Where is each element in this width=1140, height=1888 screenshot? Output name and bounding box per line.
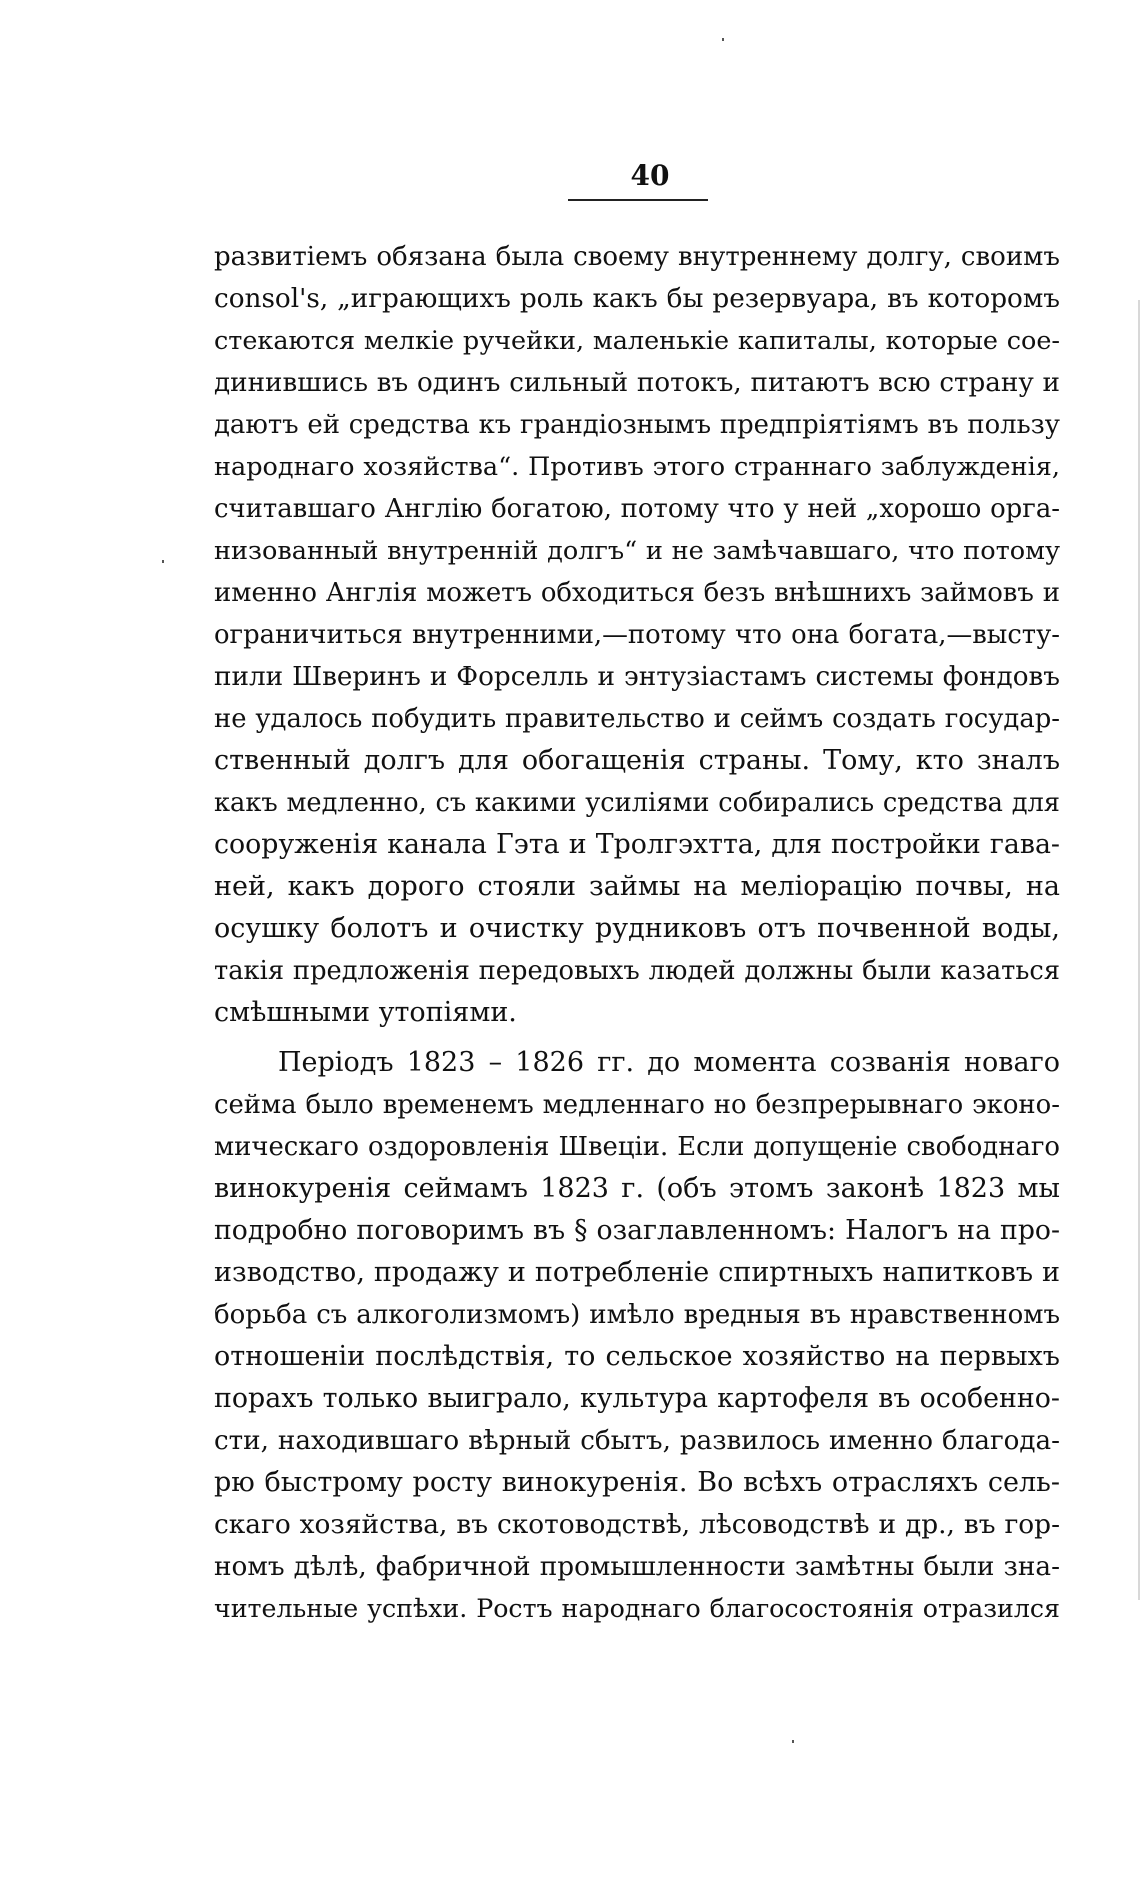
text-line: сейма было временемъ медленнаго но безпрерывнаго эконо- bbox=[214, 1090, 1060, 1120]
text-line: мическаго оздоровленія Швеціи. Если допущеніе свободнаго bbox=[214, 1132, 1060, 1162]
text-line: даютъ ей средства къ грандіознымъ предпріятіямъ въ пользу bbox=[214, 410, 1060, 440]
text-line: какъ медленно, съ какими усиліями собирались средства для bbox=[214, 788, 1060, 818]
text-line: такія предложенія передовыхъ людей должны были казаться bbox=[214, 956, 1060, 986]
text-line: борьба съ алкоголизмомъ) имѣло вредныя въ нравственномъ bbox=[214, 1300, 1060, 1330]
text-line: динившись въ одинъ сильный потокъ, питаютъ всю страну и bbox=[214, 368, 1060, 398]
scan-speck bbox=[792, 1740, 794, 1743]
text-line: отношеніи послѣдствія, то сельское хозяйство на первыхъ bbox=[214, 1341, 1060, 1372]
scan-speck bbox=[722, 38, 724, 41]
text-line: пили Шверинъ и Форселль и энтузіастамъ системы фондовъ bbox=[214, 662, 1060, 692]
text-line: стекаются мелкіе ручейки, маленькіе капиталы, которые сое- bbox=[214, 326, 1060, 356]
text-line: низованный внутренній долгъ“ и не замѣчавшаго, что потому bbox=[214, 536, 1060, 566]
text-line: ственный долгъ для обогащенія страны. Тому, кто зналъ bbox=[214, 745, 1060, 776]
text-line: подробно поговоримъ въ § озаглавленномъ: Налогъ на про- bbox=[214, 1215, 1060, 1246]
text-line: винокуренія сеймамъ 1823 г. (объ этомъ законѣ 1823 мы bbox=[214, 1173, 1060, 1204]
text-line: чительные успѣхи. Ростъ народнаго благосостоянія отразился bbox=[214, 1594, 1060, 1623]
text-line: рю быстрому росту винокуренія. Во всѣхъ отрасляхъ сель- bbox=[214, 1467, 1060, 1498]
text-line: смѣшными утопіями. bbox=[214, 997, 517, 1028]
paragraph-2 bbox=[214, 1042, 1060, 1630]
scan-speck bbox=[162, 560, 164, 563]
page-number-rule bbox=[568, 199, 708, 201]
text-line: сооруженія канала Гэта и Тролгэхтта, для постройки гава- bbox=[214, 829, 1060, 860]
text-line: осушку болотъ и очистку рудниковъ отъ почвенной воды, bbox=[214, 913, 1060, 944]
text-line: развитіемъ обязана была своему внутреннему долгу, своимъ bbox=[214, 242, 1060, 272]
paragraph-gap bbox=[214, 1034, 1060, 1042]
text-line: сти, находившаго вѣрный сбытъ, развилось именно благода- bbox=[214, 1426, 1060, 1456]
body-text bbox=[214, 236, 1060, 1630]
text-line: изводство, продажу и потребленіе спиртныхъ напитковъ и bbox=[214, 1257, 1060, 1288]
text-line: ней, какъ дорого стояли займы на меліорацію почвы, на bbox=[214, 871, 1060, 902]
page-number: 40 bbox=[630, 159, 670, 192]
text-line: именно Англія можетъ обходиться безъ внѣшнихъ займовъ и bbox=[214, 578, 1060, 608]
paragraph-1 bbox=[214, 236, 1060, 1034]
text-line: не удалось побудить правительство и сеймъ создать государ- bbox=[214, 704, 1060, 734]
text-line: Періодъ 1823 – 1826 гг. до момента созванія новаго bbox=[278, 1047, 1060, 1078]
text-line: ограничиться внутренними,—потому что она богата,—высту- bbox=[214, 620, 1060, 650]
text-line: номъ дѣлѣ, фабричной промышленности замѣтны были зна- bbox=[214, 1552, 1060, 1582]
text-line: народнаго хозяйства“. Противъ этого страннаго заблужденія, bbox=[214, 452, 1060, 482]
text-line: consol's, „играющихъ роль какъ бы резервуара, въ которомъ bbox=[214, 284, 1060, 314]
text-line: считавшаго Англію богатою, потому что у ней „хорошо орга- bbox=[214, 494, 1060, 524]
text-line: скаго хозяйства, въ скотоводствѣ, лѣсоводствѣ и др., въ гор- bbox=[214, 1509, 1060, 1540]
text-line: порахъ только выиграло, культура картофеля въ особенно- bbox=[214, 1383, 1060, 1414]
